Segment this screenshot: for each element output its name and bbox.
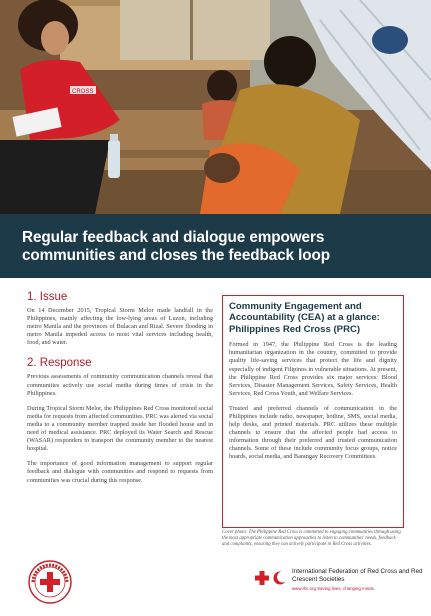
left-column bbox=[27, 291, 213, 492]
cover-photo bbox=[0, 0, 431, 214]
photo-caption: Cover photo: The Philippine Red Cross is committed to engaging communities through using the most appropriate communication approaches to listen to communities' needs, feedback and complaints, ensuring they can actively participate in Red Cross activities. bbox=[222, 530, 401, 547]
box-title: Community Engagement and Accountability (CEA) at a glance: Philippines Red Cross (PRC) bbox=[229, 301, 380, 335]
issue-paragraph: On 14 December 2015, Tropical Storm Melor made landfall in the Philippines, mainly affecting the low-lying areas of Luzon, including metro Manila and the provinces of Bulacan and Rizal. Severe flooding in metro Manila impeded access to most vital services including health, food, and water. bbox=[27, 307, 213, 347]
vest-text: CROSS bbox=[72, 89, 94, 95]
response-paragraph-3: The importance of good information management to support regular feedback and dialogue with communities and respond to requests from communities was crucial during this response. bbox=[27, 460, 213, 484]
cover-photo-illustration bbox=[0, 0, 431, 214]
ifrc-logo bbox=[254, 568, 424, 608]
section-heading-issue: 1. Issue bbox=[27, 291, 68, 303]
page-title: Regular feedback and dialogue empowers communities and closes the feedback loop bbox=[22, 229, 330, 264]
title-band bbox=[0, 214, 431, 278]
red-crescent-icon bbox=[272, 570, 288, 586]
ifrc-tagline: www.ifrc.org Saving lives, changing minds. bbox=[292, 586, 375, 591]
red-cross-icon bbox=[254, 570, 270, 586]
box-paragraph-2: Trusted and preferred channels of communication in the Philippines include radio, newspaper, hotline, SMS, social media, help desks, and printed materials. PRC utilizes these multiple channels to ensure that the affected people had access to information through their preferred and trusted communication channels. Some of these include community focus groups, notice boards, social media, and Barangay Recovery Committees. bbox=[229, 404, 397, 461]
ifrc-name: International Federation of Red Cross and Red Crescent Societies bbox=[292, 568, 423, 583]
response-paragraph-2: During Tropical Storm Melor, the Philippines Red Cross monitored social media for requests from affected communities. PRC was alerted via social media to a community member trapped inside her flooded house and in need of medical assistance. PRC deployed its Water Search and Rescue (WASAR) responders to transport the community member to the nearest hospital. bbox=[27, 404, 213, 453]
philippine-red-cross-logo bbox=[28, 560, 72, 604]
section-heading-response: 2. Response bbox=[27, 357, 92, 370]
prc-seal-icon bbox=[28, 560, 72, 604]
cea-at-a-glance-box bbox=[222, 295, 404, 528]
box-paragraph-1: Formed in 1947, the Philippine Red Cross is the leading humanitarian organization in the country, committed to provide quality life-saving services that protect the life and dignity especially of indigent Filipinos in vulnerable situations. At present, the Philippine Red Cross provides six major services: Blood Services, Disaster Management Services, Safety Services, Health Services, Red Cross Youth, and Welfare Services. bbox=[229, 341, 397, 397]
response-paragraph-1: Previous assessments of community communication channels reveal that communities actively use social media during times of crisis in the Philippines. bbox=[27, 373, 213, 397]
